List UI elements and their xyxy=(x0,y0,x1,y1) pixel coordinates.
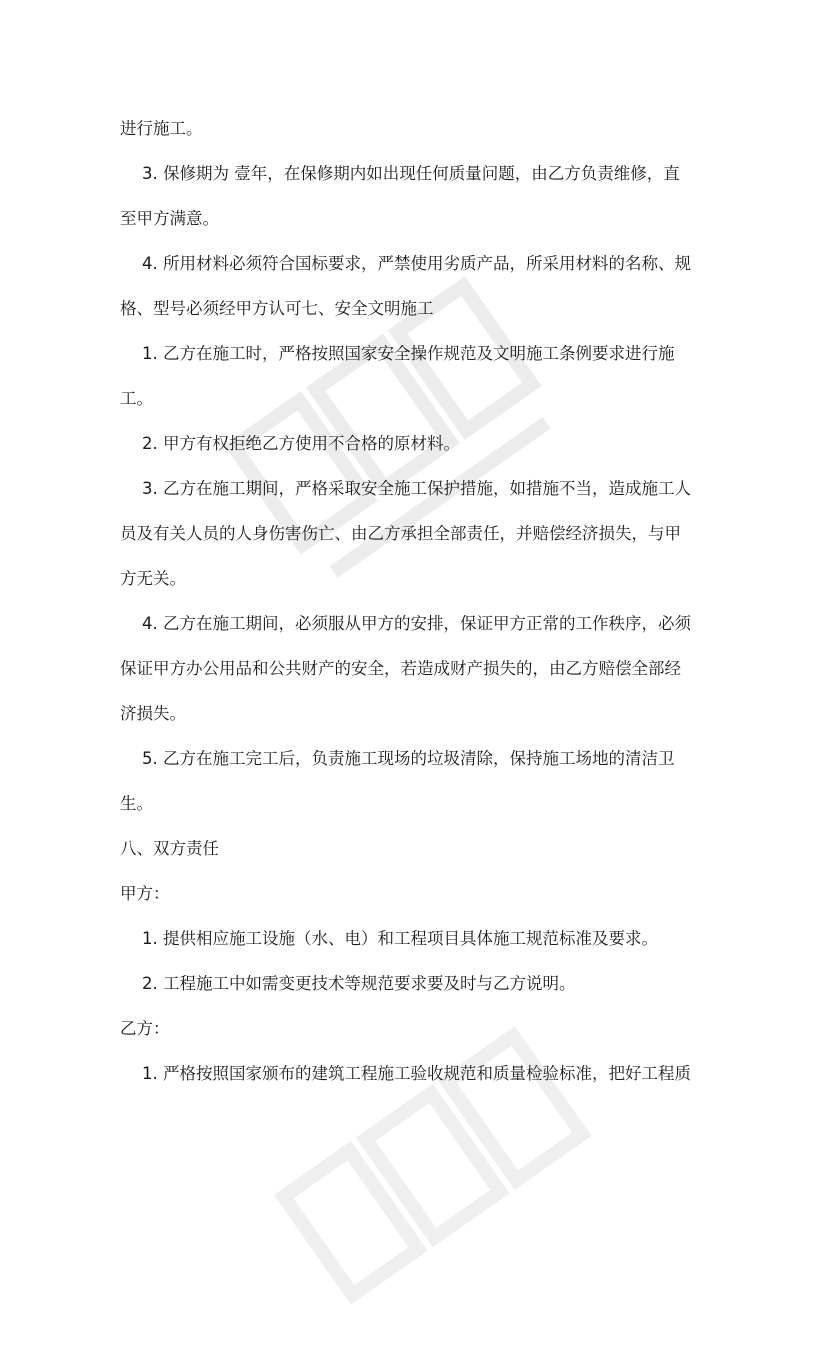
text-line: 3. 保修期为 壹年，在保修期内如出现任何质量问题，由乙方负责维修，直 xyxy=(142,164,680,183)
section-heading: 八、双方责任 xyxy=(120,839,219,858)
text-line: 济损失。 xyxy=(120,704,186,723)
text-line: 至甲方满意。 xyxy=(120,209,219,228)
document-body xyxy=(120,106,720,1096)
text-line: 生。 xyxy=(120,794,153,813)
party-label: 甲方： xyxy=(120,884,170,903)
text-line: 3. 乙方在施工期间，严格采取安全施工保护措施，如措施不当，造成施工人 xyxy=(142,479,691,498)
text-line: 1. 乙方在施工时，严格按照国家安全操作规范及文明施工条例要求进行施 xyxy=(142,344,675,363)
text-line: 2. 工程施工中如需变更技术等规范要求要及时与乙方说明。 xyxy=(142,974,576,993)
text-line: 工。 xyxy=(120,389,153,408)
text-line: 4. 乙方在施工期间，必须服从甲方的安排，保证甲方正常的工作秩序，必须 xyxy=(142,614,691,633)
text-line: 4. 所用材料必须符合国标要求，严禁使用劣质产品，所采用材料的名称、规 xyxy=(142,254,691,273)
party-label: 乙方： xyxy=(120,1019,170,1038)
text-line: 进行施工。 xyxy=(120,119,203,138)
text-line: 格、型号必须经甲方认可七、安全文明施工 xyxy=(120,299,434,318)
text-line: 5. 乙方在施工完工后，负责施工现场的垃圾清除，保持施工场地的清洁卫 xyxy=(142,749,675,768)
text-line: 方无关。 xyxy=(120,569,186,588)
text-line: 1. 提供相应施工设施（水、电）和工程项目具体施工规范标准及要求。 xyxy=(142,929,658,948)
text-line: 员及有关人员的人身伤害伤亡、由乙方承担全部责任，并赔偿经济损失，与甲 xyxy=(120,524,681,543)
text-line: 2. 甲方有权拒绝乙方使用不合格的原材料。 xyxy=(142,434,460,453)
text-line: 1. 严格按照国家颁布的建筑工程施工验收规范和质量检验标准，把好工程质 xyxy=(142,1064,691,1083)
text-line: 保证甲方办公用品和公共财产的安全，若造成财产损失的，由乙方赔偿全部经 xyxy=(120,659,681,678)
